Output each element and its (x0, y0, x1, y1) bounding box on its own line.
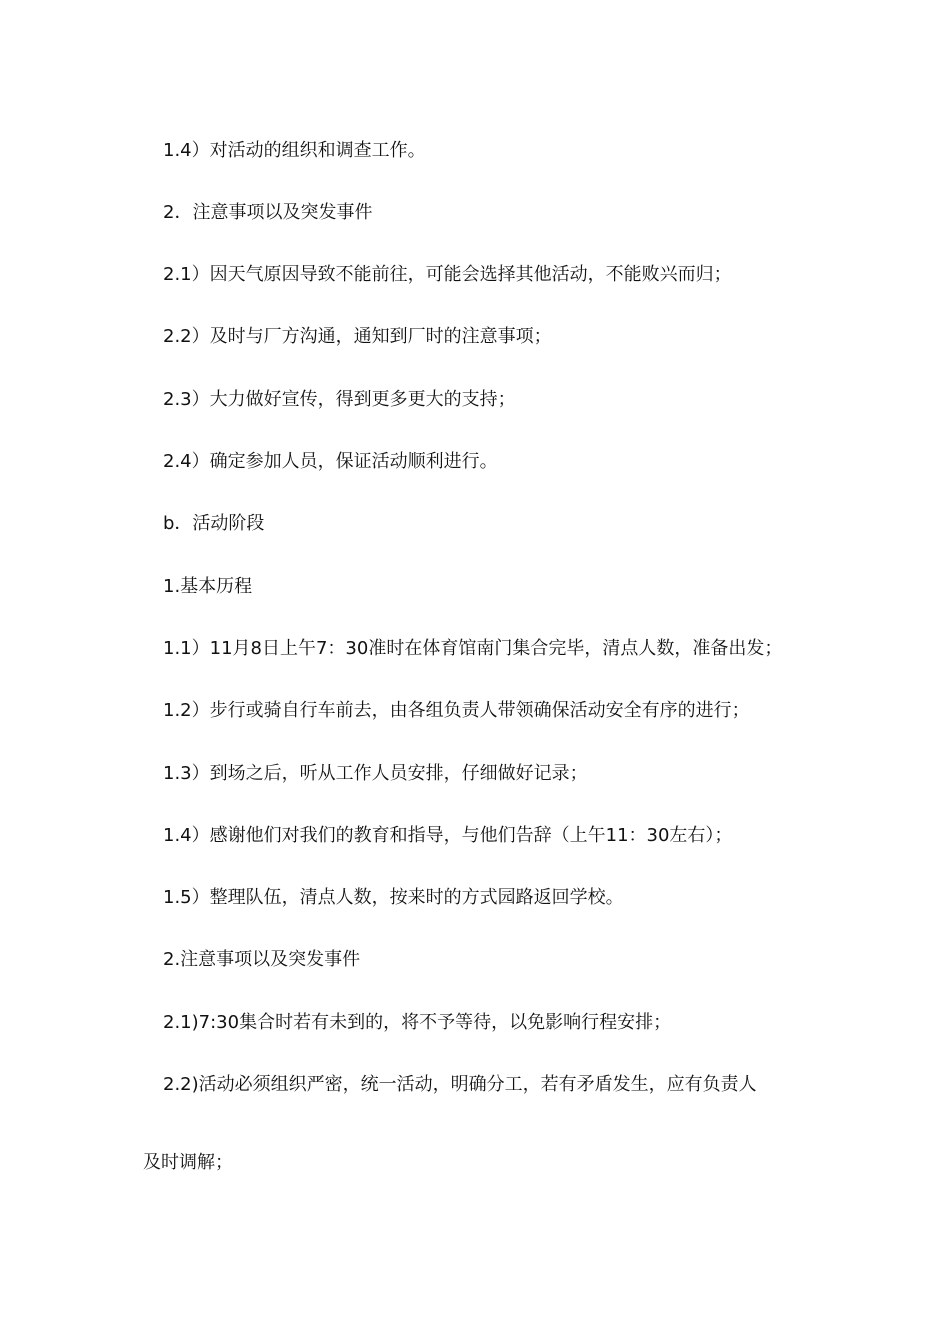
text-line: 2.1)7:30集合时若有未到的，将不予等待，以免影响行程安排； (163, 1012, 672, 1033)
text-line: 2.2)活动必须组织严密，统一活动，明确分工，若有矛盾发生，应有负责人 (163, 1074, 757, 1095)
text-line: 1.3）到场之后，听从工作人员安排，仔细做好记录； (163, 763, 588, 784)
section-heading: 2．注意事项以及突发事件 (163, 202, 373, 223)
section-heading: 1.基本历程 (163, 576, 253, 597)
text-line: 2.2）及时与厂方沟通，通知到厂时的注意事项； (163, 326, 552, 347)
text-line: 1.4）对活动的组织和调查工作。 (163, 140, 426, 161)
section-heading: 2.注意事项以及突发事件 (163, 949, 361, 970)
text-line: 2.3）大力做好宣传，得到更多更大的支持； (163, 389, 516, 410)
text-line: 1.5）整理队伍，清点人数，按来时的方式园路返回学校。 (163, 887, 624, 908)
text-line-continuation: 及时调解； (143, 1152, 233, 1173)
text-line: 1.4）感谢他们对我们的教育和指导，与他们告辞（上午11：30左右）； (163, 825, 733, 846)
text-line: 2.4）确定参加人员，保证活动顺利进行。 (163, 451, 498, 472)
text-line: 1.2）步行或骑自行车前去，由各组负责人带领确保活动安全有序的进行； (163, 700, 750, 721)
section-heading: b．活动阶段 (163, 513, 265, 534)
text-line: 2.1）因天气原因导致不能前往，可能会选择其他活动，不能败兴而归； (163, 264, 732, 285)
text-line: 1.1）11月8日上午7：30准时在体育馆南门集合完毕，清点人数，准备出发； (163, 638, 783, 659)
